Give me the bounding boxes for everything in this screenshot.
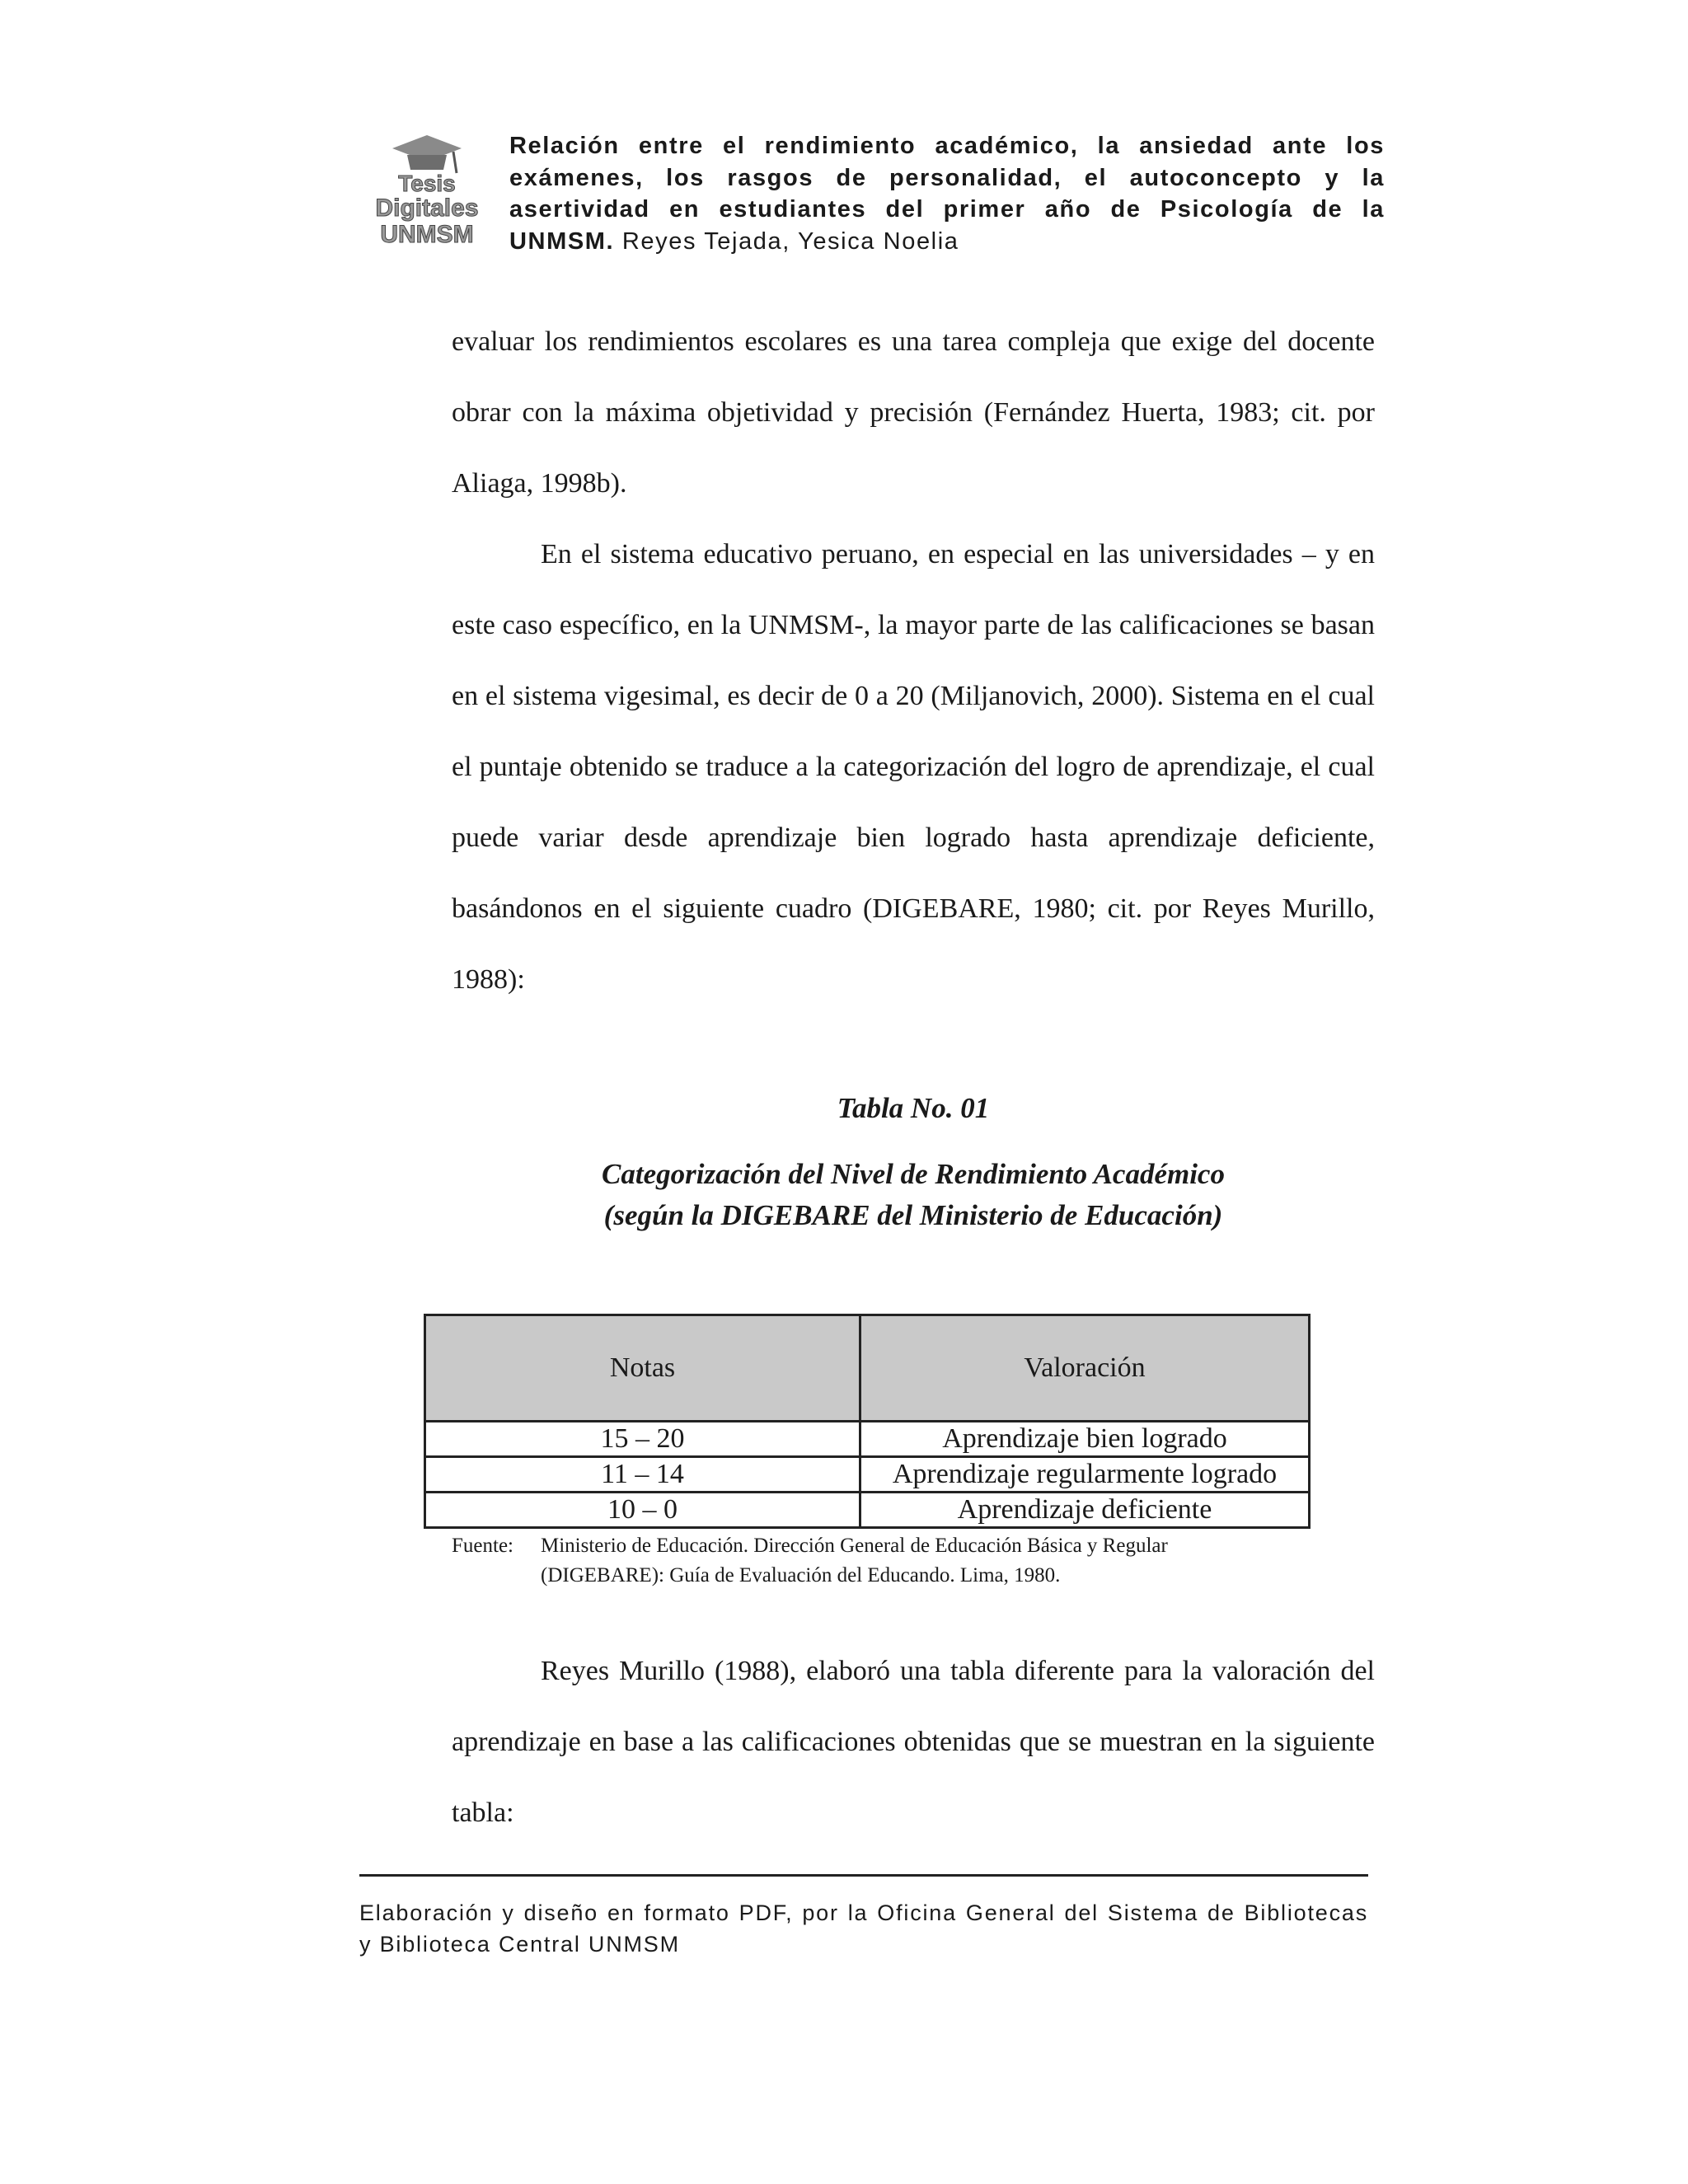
table-row bbox=[425, 1493, 1310, 1528]
table-row bbox=[425, 1422, 1310, 1457]
assessment-cell: Aprendizaje deficiente bbox=[860, 1493, 1310, 1528]
column-header-notas: Notas bbox=[425, 1315, 860, 1422]
column-header-valoracion: Valoración bbox=[860, 1315, 1310, 1422]
grade-range-cell: 10 – 0 bbox=[425, 1493, 860, 1528]
thesis-title: Relación entre el rendimiento académico, la ansiedad ante los exámenes, los rasgos de personalidad, el autoconcepto y la asertividad en estudiantes del primer año de Psicología de la UNMSM. bbox=[509, 133, 1385, 255]
table-number: Tabla No. 01 bbox=[837, 1092, 990, 1124]
graduation-cap-icon bbox=[361, 130, 493, 254]
paragraph-3-text: Reyes Murillo (1988), elaboró una tabla diferente para la valoración del aprendizaje en base a las calificaciones obtenidas que se muestran en la siguiente tabla: bbox=[452, 1656, 1375, 1828]
svg-text:Digitales: Digitales bbox=[375, 194, 479, 222]
assessment-cell: Aprendizaje regularmente logrado bbox=[860, 1457, 1310, 1493]
table-title-line-2: (según la DIGEBARE del Ministerio de Educación) bbox=[603, 1199, 1223, 1231]
paragraph-2 bbox=[452, 519, 1375, 1015]
paragraph-3 bbox=[452, 1636, 1375, 1849]
paragraph-2-text: En el sistema educativo peruano, en especial en las universidades – y en este caso específico, en la UNMSM-, la mayor parte de las calificaciones se basan en el sistema vigesimal, es decir de 0 a 20 (Miljanovich, 2000). Sistema en el cual el puntaje obtenido se traduce a la categorización del logro de aprendizaje, el cual puede variar desde aprendizaje bien logrado hasta aprendizaje deficiente, basándonos en el siguiente cuadro (DIGEBARE, 1980; cit. por Reyes Murillo, 1988): bbox=[452, 539, 1375, 995]
tesis-digitales-logo bbox=[361, 130, 493, 254]
table-title-line-1: Categorización del Nivel de Rendimiento Académico bbox=[602, 1158, 1225, 1190]
assessment-cell: Aprendizaje bien logrado bbox=[860, 1422, 1310, 1457]
footer-divider bbox=[359, 1874, 1368, 1877]
table-header-row bbox=[425, 1315, 1310, 1422]
page-footer: Elaboración y diseño en formato PDF, por la Oficina General del Sistema de Bibliotecas y Biblioteca Central UNMSM bbox=[359, 1900, 1368, 1957]
thesis-author: Reyes Tejada, Yesica Noelia bbox=[614, 227, 959, 255]
source-label: Fuente: bbox=[452, 1535, 513, 1557]
grade-range-cell: 11 – 14 bbox=[425, 1457, 860, 1493]
document-header bbox=[509, 130, 1385, 257]
svg-text:Tesis: Tesis bbox=[398, 171, 456, 196]
source-text: Ministerio de Educación. Dirección General de Educación Básica y Regular (DIGEBARE): Guía de Evaluación del Educando. Lima, 1980. bbox=[541, 1535, 1168, 1586]
paragraph-1-text: evaluar los rendimientos escolares es una tarea compleja que exige del docente obrar con la máxima objetividad y precisión (Fernández Huerta, 1983; cit. por Aliaga, 1998b). bbox=[452, 326, 1375, 499]
grade-range-cell: 15 – 20 bbox=[425, 1422, 860, 1457]
paragraph-1 bbox=[452, 307, 1375, 519]
svg-text:UNMSM: UNMSM bbox=[380, 221, 474, 248]
table-row bbox=[425, 1457, 1310, 1493]
grades-table bbox=[424, 1314, 1311, 1529]
